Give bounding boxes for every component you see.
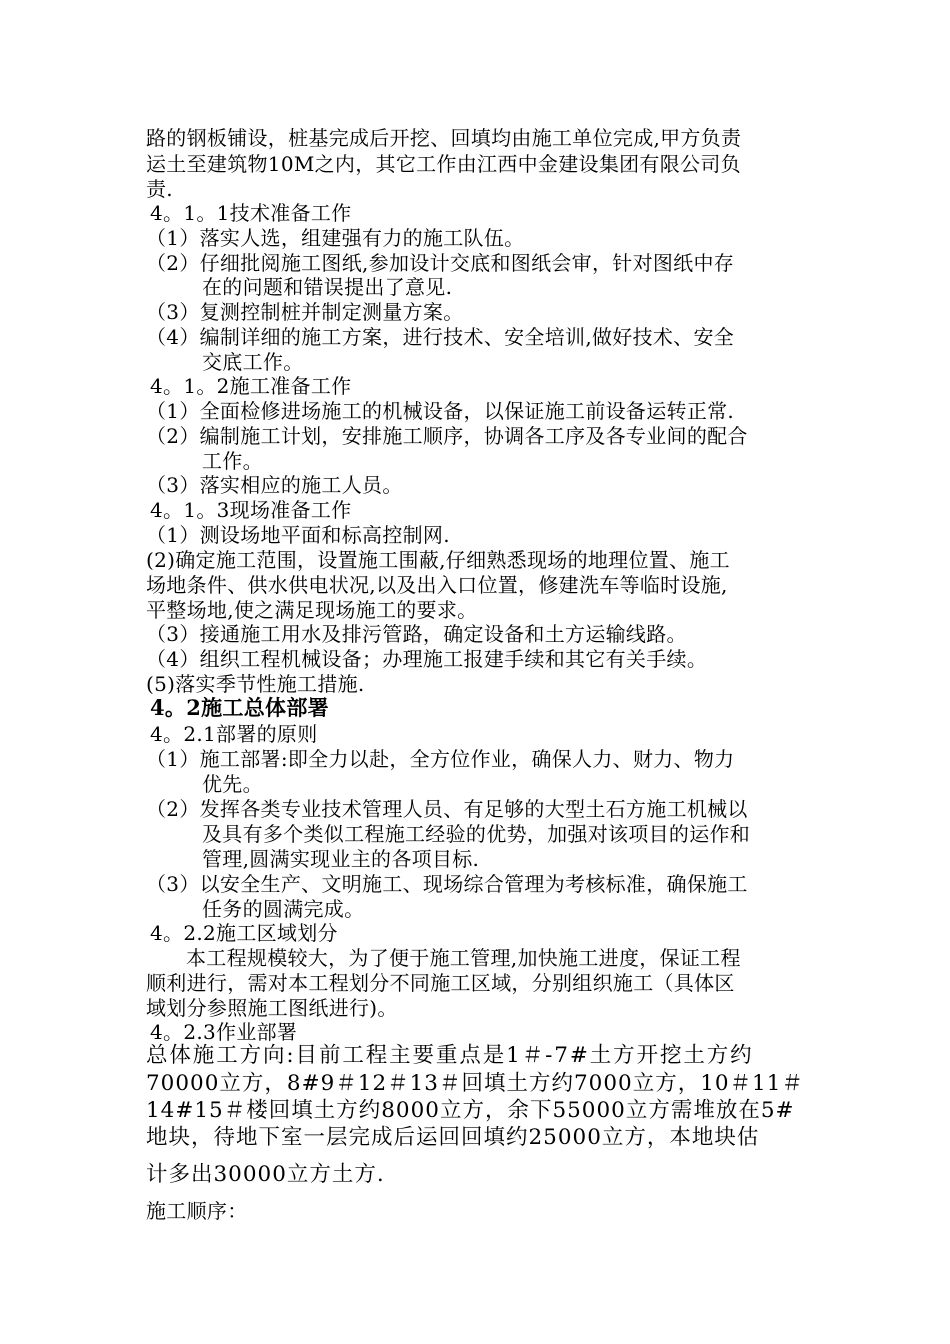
paragraph-line: 域划分参照施工图纸进行)。 — [146, 996, 398, 1020]
section-heading-4-2: 4。2施工总体部署 — [150, 695, 329, 720]
paragraph-line: 责. — [146, 177, 173, 201]
list-item: （4）组织工程机械设备；办理施工报建手续和其它有关手续。 — [146, 647, 708, 671]
section-heading-4-1-3: 4。1。3现场准备工作 — [150, 498, 352, 522]
list-item: （1）测设场地平面和标高控制网. — [146, 523, 450, 547]
list-item: (5)落实季节性施工措施. — [146, 672, 365, 696]
list-item-continuation: 优先。 — [202, 772, 263, 796]
list-item: （1）施工部署:即全力以赴，全方位作业，确保人力、财力、物力 — [146, 747, 735, 771]
paragraph-line: 本工程规模较大，为了便于施工管理,加快施工进度，保证工程 — [186, 946, 741, 970]
paragraph-line: 顺利进行，需对本工程划分不同施工区域，分别组织施工（具体区 — [146, 971, 735, 995]
list-item-continuation: 交底工作。 — [202, 350, 304, 374]
list-item-continuation: 任务的圆满完成。 — [202, 897, 365, 921]
list-item: （2）编制施工计划，安排施工顺序，协调各工序及各专业间的配合 — [146, 424, 748, 448]
paragraph-line: 运土至建筑物10M之内，其它工作由江西中金建设集团有限公司负 — [146, 152, 741, 176]
list-item: （3）接通施工用水及排污管路，确定设备和土方运输线路。 — [146, 622, 687, 646]
section-heading-4-2-3: 4。2.3作业部署 — [150, 1020, 298, 1044]
list-item-continuation: 在的问题和错误提出了意见. — [202, 275, 453, 299]
paragraph-line: 施工顺序： — [146, 1199, 248, 1223]
list-item-continuation: 工作。 — [202, 449, 263, 473]
paragraph-line: 场地条件、供水供电状况,以及出入口位置，修建洗车等临时设施, — [146, 573, 728, 597]
list-item: （1）落实人选，组建强有力的施工队伍。 — [146, 226, 525, 250]
list-item: （3）以安全生产、文明施工、现场综合管理为考核标准，确保施工 — [146, 872, 748, 896]
paragraph-line: 总体施工方向:目前工程主要重点是1＃-7#土方开挖土方约 — [146, 1043, 754, 1068]
list-item: （1）全面检修进场施工的机械设备，以保证施工前设备运转正常. — [146, 399, 735, 423]
list-item: （3）落实相应的施工人员。 — [146, 473, 403, 497]
paragraph-line: 70000立方，8#9＃12＃13＃回填土方约7000立方，10＃11＃ — [146, 1071, 804, 1096]
list-item: （2）发挥各类专业技术管理人员、有足够的大型土石方施工机械以 — [146, 797, 748, 821]
list-item: （4）编制详细的施工方案，进行技术、安全培训,做好技术、安全 — [146, 325, 735, 349]
list-item-continuation: 及具有多个类似工程施工经验的优势，加强对该项目的运作和 — [202, 822, 751, 846]
section-heading-4-2-1: 4。2.1部署的原则 — [150, 722, 318, 746]
section-heading-4-1-2: 4。1。2施工准备工作 — [150, 374, 352, 398]
paragraph-line: 计多出30000立方土方. — [146, 1162, 385, 1187]
list-item: （3）复测控制桩并制定测量方案。 — [146, 300, 464, 324]
paragraph-line: 平整场地,使之满足现场施工的要求。 — [146, 598, 478, 622]
paragraph-line: 14#15＃楼回填土方约8000立方，余下55000立方需堆放在5# — [146, 1098, 795, 1123]
paragraph-line: 地块，待地下室一层完成后运回回填约25000立方，本地块估 — [146, 1125, 760, 1150]
section-heading-4-1-1: 4。1。1技术准备工作 — [150, 201, 352, 225]
list-item: （2）仔细批阅施工图纸,参加设计交底和图纸会审，针对图纸中存 — [146, 251, 735, 275]
list-item-continuation: 管理,圆满实现业主的各项目标. — [202, 847, 480, 871]
section-heading-4-2-2: 4。2.2施工区域划分 — [150, 921, 338, 945]
list-item: (2)确定施工范围，设置施工围蔽,仔细熟悉现场的地理位置、施工 — [146, 548, 730, 572]
paragraph-line: 路的钢板铺设，桩基完成后开挖、回填均由施工单位完成,甲方负责 — [146, 126, 742, 150]
